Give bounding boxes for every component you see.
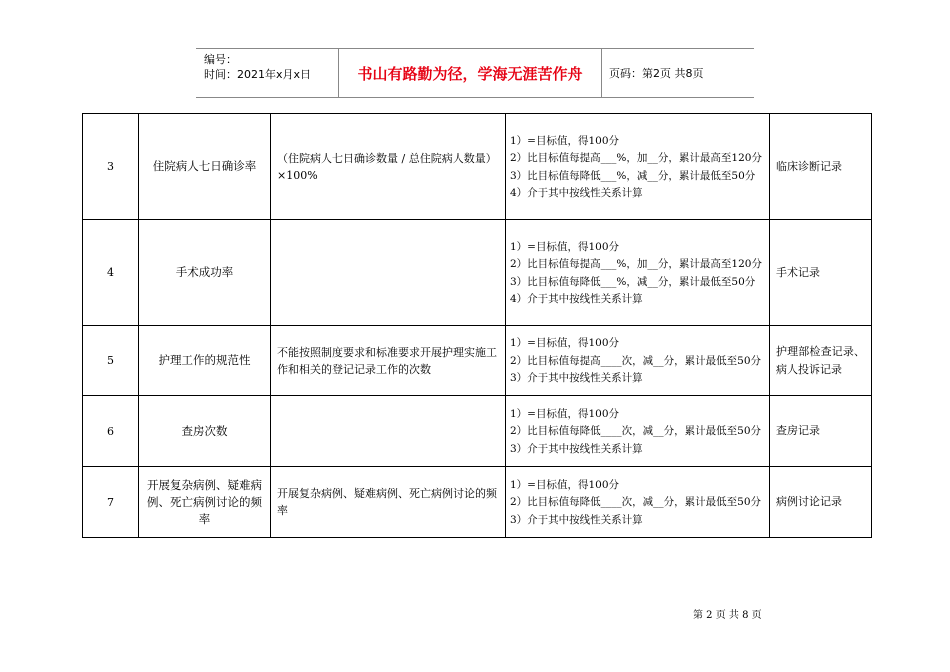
data-source: 手术记录	[770, 220, 872, 326]
rule-line: 1）=目标值，得100分	[510, 407, 620, 420]
table-row	[83, 220, 872, 326]
rule-line: 1）=目标值，得100分	[510, 240, 620, 253]
row-number: 4	[83, 220, 139, 326]
data-source: 查房记录	[770, 396, 872, 467]
scoring-rules	[506, 326, 770, 396]
rule-line: 3）比目标值每降低___%，减__分，累计最低至50分	[510, 275, 756, 288]
rule-line: 3）比目标值每降低___%，减__分，累计最低至50分	[510, 169, 756, 182]
indicator-name: 开展复杂病例、疑难病例、死亡病例讨论的频率	[139, 467, 271, 538]
indicator-name: 查房次数	[139, 396, 271, 467]
indicator-name: 手术成功率	[139, 220, 271, 326]
table-row	[83, 467, 872, 538]
rule-line: 1）=目标值，得100分	[510, 337, 620, 350]
indicator-formula: （住院病人七日确诊数量 / 总住院病人数量）×100%	[271, 114, 506, 220]
indicator-name: 护理工作的规范性	[139, 326, 271, 396]
indicator-name: 住院病人七日确诊率	[139, 114, 271, 220]
data-source: 临床诊断记录	[770, 114, 872, 220]
header-page-number: 页码：第2页 共8页	[609, 67, 704, 80]
rule-line: 2）比目标值每提高___%，加__分，累计最高至120分	[510, 258, 762, 270]
rule-line: 1）=目标值，得100分	[510, 134, 620, 147]
rule-line: 4）介于其中按线性关系计算	[510, 293, 643, 305]
rule-line: 1）=目标值，得100分	[510, 478, 620, 491]
indicator-formula	[271, 396, 506, 467]
page-footer: 第 2 页 共 8 页	[693, 610, 762, 621]
table-row	[83, 396, 872, 467]
row-number: 5	[83, 326, 139, 396]
kpi-table	[82, 113, 872, 538]
table-row	[83, 326, 872, 396]
rule-line: 2）比目标值每降低____次，减__分，累计最低至50分	[510, 425, 762, 438]
document-date-label: 时间：2021年x月x日	[204, 68, 312, 81]
row-number: 3	[83, 114, 139, 220]
header-motto: 书山有路勤为径，学海无涯苦作舟	[339, 49, 602, 97]
scoring-rules	[506, 396, 770, 467]
rule-line: 2）比目标值每降低____次，减__分，累计最低至50分	[510, 496, 762, 509]
scoring-rules	[506, 467, 770, 538]
rule-line: 3）介于其中按线性关系计算	[510, 372, 643, 385]
header-meta	[196, 49, 339, 97]
page-header	[196, 48, 754, 98]
data-source: 病例讨论记录	[770, 467, 872, 538]
scoring-rules	[506, 114, 770, 220]
rule-line: 4）介于其中按线性关系计算	[510, 187, 643, 199]
row-number: 7	[83, 467, 139, 538]
scoring-rules	[506, 220, 770, 326]
rule-line: 3）介于其中按线性关系计算	[510, 442, 643, 455]
document-number-label: 编号：	[204, 53, 237, 66]
rule-line: 2）比目标值每提高____次，减__分，累计最低至50分	[510, 354, 762, 367]
table-row	[83, 114, 872, 220]
data-source: 护理部检查记录、病人投诉记录	[770, 326, 872, 396]
rule-line: 2）比目标值每提高___%，加__分，累计最高至120分	[510, 152, 762, 164]
indicator-formula: 开展复杂病例、疑难病例、死亡病例讨论的频率	[271, 467, 506, 538]
indicator-formula: 不能按照制度要求和标准要求开展护理实施工作和相关的登记记录工作的次数	[271, 326, 506, 396]
row-number: 6	[83, 396, 139, 467]
rule-line: 3）介于其中按线性关系计算	[510, 513, 643, 526]
indicator-formula	[271, 220, 506, 326]
